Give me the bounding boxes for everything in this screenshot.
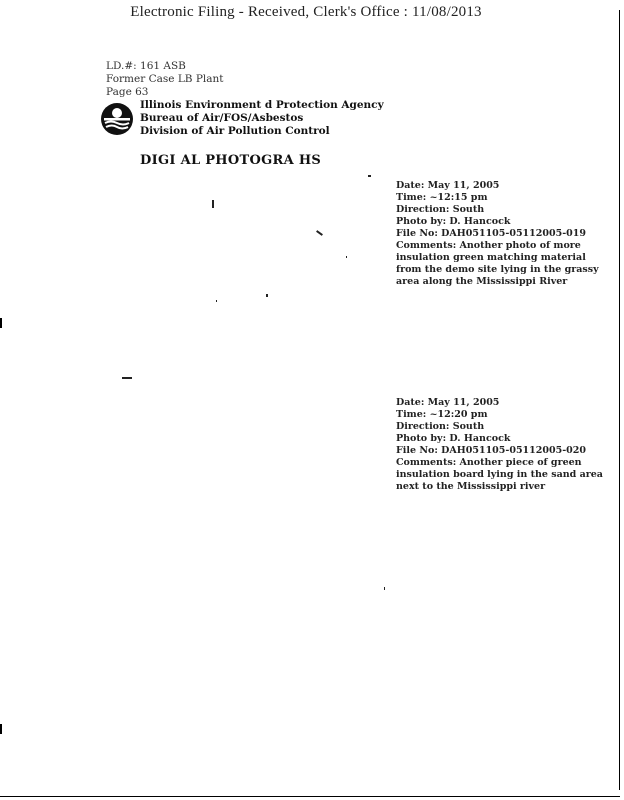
photo-photographer: Photo by: D. Hancock xyxy=(396,433,511,444)
agency-bureau: Bureau of Air/FOS/Asbestos xyxy=(140,112,304,124)
scan-edge-bottom xyxy=(0,796,620,797)
scan-speck xyxy=(346,256,347,258)
photo-date: Date: May 11, 2005 xyxy=(396,397,500,408)
scan-edge-right xyxy=(619,10,620,790)
photo-comments: Comments: Another piece of green insulation board lying in the sand area next to the Mississippi river xyxy=(396,457,603,492)
scan-speck xyxy=(216,300,217,302)
photo-info-1 xyxy=(396,180,606,288)
scan-speck xyxy=(212,200,214,208)
meta-page-line: Page 63 xyxy=(106,86,149,98)
document-meta xyxy=(106,60,224,99)
scan-speck xyxy=(266,294,268,297)
photo-photographer: Photo by: D. Hancock xyxy=(396,216,511,227)
scan-speck xyxy=(316,230,323,236)
meta-case-line: Former Case LB Plant xyxy=(106,73,224,85)
scan-speck xyxy=(122,377,132,379)
scan-edge-left-mark xyxy=(0,318,2,328)
filing-stamp-header: Electronic Filing - Received, Clerk's Office : 11/08/2013 xyxy=(130,4,482,20)
agency-division: Division of Air Pollution Control xyxy=(140,125,330,137)
photo-direction: Direction: South xyxy=(396,204,485,215)
photo-time: Time: ~12:15 pm xyxy=(396,192,488,203)
scan-speck xyxy=(368,175,371,177)
photo-time: Time: ~12:20 pm xyxy=(396,409,488,420)
photo-comments: Comments: Another photo of more insulation green matching material from the demo site lying in the grassy area along the Mississippi River xyxy=(396,240,599,287)
iepa-logo-icon xyxy=(100,102,134,136)
photo-info-2 xyxy=(396,397,606,493)
photo-file-no: File No: DAH051105-05112005-019 xyxy=(396,228,586,239)
agency-block xyxy=(140,99,384,138)
scan-edge-left-mark xyxy=(0,724,2,734)
page-title: DIGI AL PHOTOGRA HS xyxy=(140,153,322,168)
scan-speck xyxy=(384,587,385,590)
photo-direction: Direction: South xyxy=(396,421,485,432)
agency-name: Illinois Environment d Protection Agency xyxy=(140,99,384,111)
photo-date: Date: May 11, 2005 xyxy=(396,180,500,191)
meta-id-line: LD.#: 161 ASB xyxy=(106,60,186,72)
photo-file-no: File No: DAH051105-05112005-020 xyxy=(396,445,586,456)
